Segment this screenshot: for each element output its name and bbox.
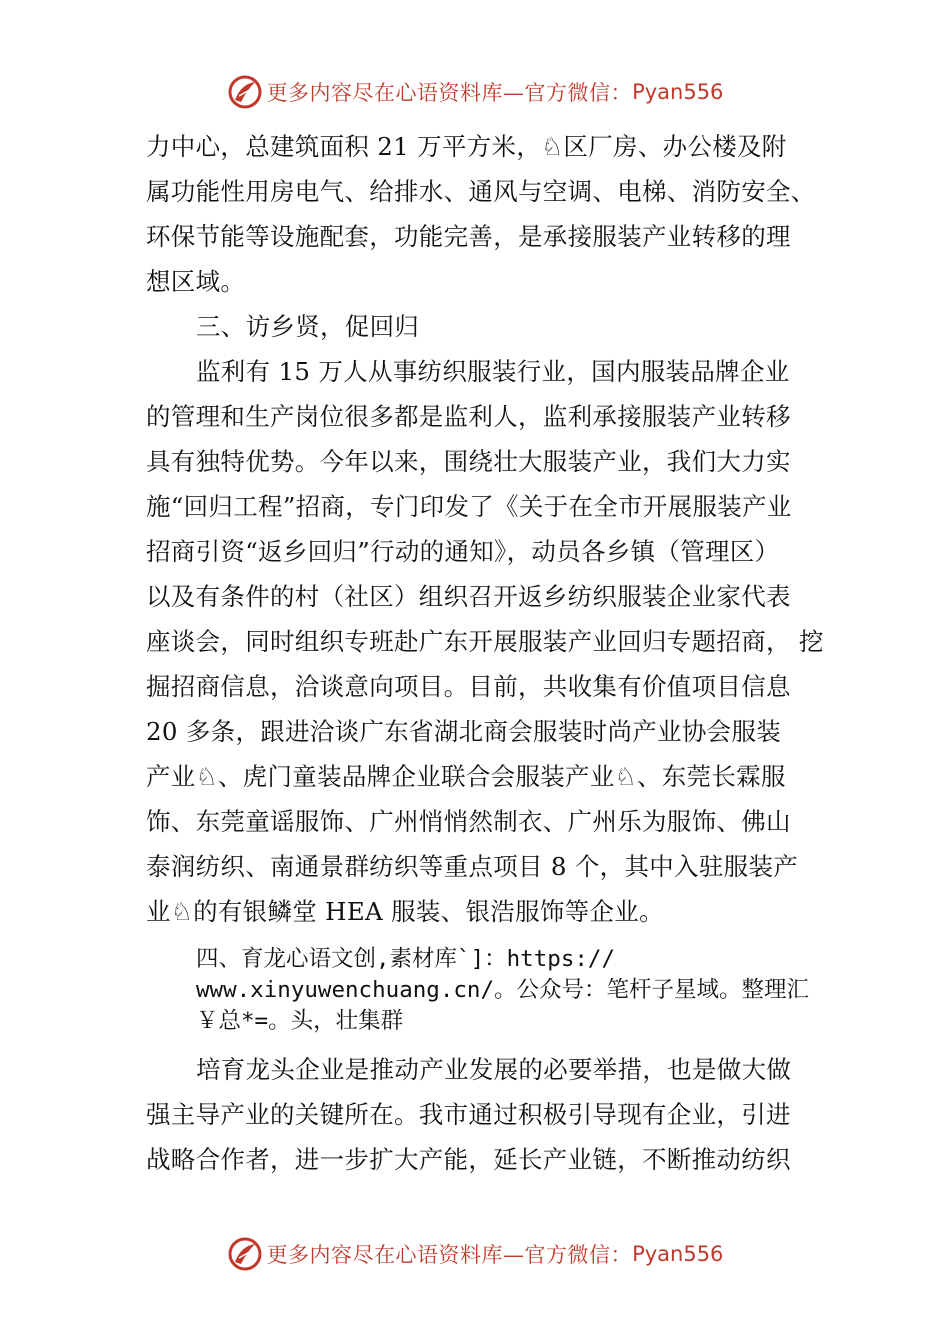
banner-text: 更多内容尽在心语资料库—官方微信：: [266, 81, 633, 105]
text-line: 具有独特优势。今年以来，围绕壮大服装产业，我们大力实: [146, 447, 791, 476]
text-line: 泰润纺织、南通景群纺织等重点项目 8 个，其中入驻服装产: [146, 852, 799, 881]
banner-wechat-id: Pyan556: [632, 80, 724, 104]
text-line: 饰、东莞童谣服饰、广州悄悄然制衣、广州乐为服饰、佛山: [146, 807, 791, 836]
text-line: 掘招商信息，洽谈意向项目。目前，共收集有价值项目信息: [146, 672, 791, 701]
brand-logo-icon: [227, 1236, 263, 1272]
text-line: 招商引资“返乡回归”行动的通知》，动员各乡镇（管理区）: [146, 537, 780, 566]
text-line: 座谈会，同时组织专班赴广东开展服装产业回归专题招商， 挖: [146, 627, 824, 656]
text-line: 的管理和生产岗位很多都是监利人，监利承接服装产业转移: [146, 402, 791, 431]
text-line: 产业♘、虎门童装品牌企业联合会服装产业♘、东莞长霖服: [146, 762, 786, 791]
brand-logo-icon: [227, 74, 263, 110]
document-body: [146, 124, 826, 1182]
text-line: 业♘的有银鳞堂 HEA 服装、银浩服饰等企业。: [146, 897, 664, 926]
text-line: 力中心，总建筑面积 21 万平方米，♘区厂房、办公楼及附: [146, 132, 787, 161]
section-heading: 四、育龙心语文创,素材库`]：https://: [196, 946, 616, 972]
text-line: 强主导产业的关键所在。我市通过积极引导现有企业，引进: [146, 1100, 791, 1129]
text-line: 属功能性用房电气、给排水、通风与空调、电梯、消防安全、: [146, 177, 816, 206]
section-heading: 三、访乡贤，促回归: [196, 312, 420, 341]
text-line: 施“回归工程”招商，专门印发了《关于在全市开展服装产业: [146, 492, 792, 521]
text-line: www.xinyuwenchuang.cn/。公众号：笔杆子星域。整理汇: [196, 977, 810, 1003]
footer-watermark-banner: [0, 1234, 950, 1274]
header-watermark-banner: [0, 72, 950, 112]
text-line: 培育龙头企业是推动产业发展的必要举措，也是做大做: [196, 1055, 792, 1084]
banner-wechat-id: Pyan556: [632, 1242, 724, 1266]
text-line: 战略合作者，进一步扩大产能，延长产业链，不断推动纺织: [146, 1145, 791, 1174]
banner-text: 更多内容尽在心语资料库—官方微信：: [266, 1243, 633, 1267]
text-line: ￥总*=。头，壮集群: [196, 1008, 404, 1034]
text-line: 20 多条，跟进洽谈广东省湖北商会服装时尚产业协会服装: [146, 717, 782, 746]
text-line: 以及有条件的村（社区）组织召开返乡纺织服装企业家代表: [146, 582, 791, 611]
text-line: 监利有 15 万人从事纺织服装行业，国内服装品牌企业: [196, 357, 790, 386]
text-line: 想区域。: [146, 267, 246, 296]
text-line: 环保节能等设施配套，功能完善，是承接服装产业转移的理: [146, 222, 791, 251]
